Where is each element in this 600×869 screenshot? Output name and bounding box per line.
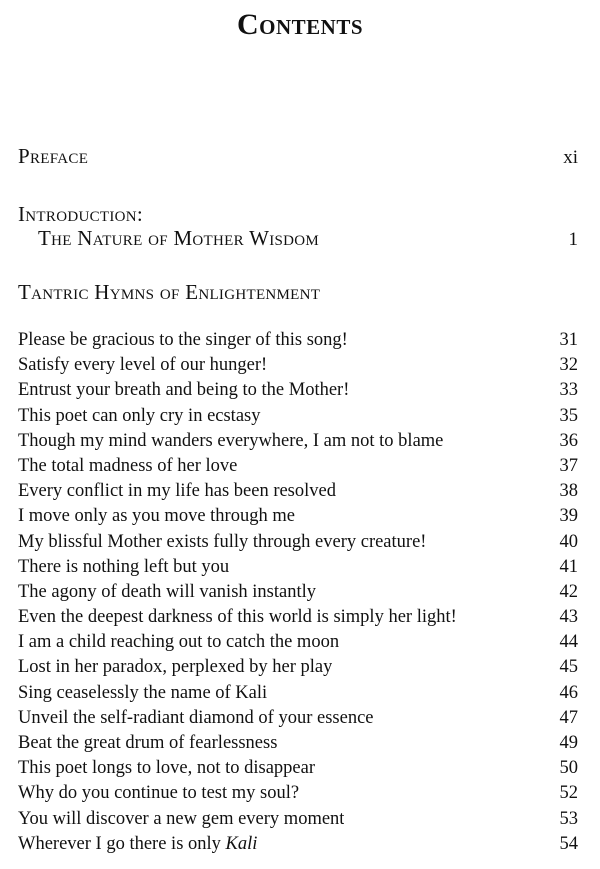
poem-title bbox=[18, 706, 374, 731]
poem-title-text: Why do you continue to test my soul? bbox=[18, 783, 300, 804]
poem-title bbox=[18, 328, 348, 353]
poem-title-text: The agony of death will vanish instantly bbox=[18, 581, 316, 602]
poem-title bbox=[18, 504, 295, 529]
poem-title-text: Entrust your breath and being to the Mother! bbox=[18, 380, 350, 401]
poem-title-text: I move only as you move through me bbox=[18, 506, 295, 527]
toc-poem-entry[interactable] bbox=[18, 655, 578, 680]
poem-page-number: 50 bbox=[559, 758, 578, 779]
poem-title bbox=[18, 781, 299, 806]
toc-poem-entry[interactable] bbox=[18, 731, 578, 756]
poem-title bbox=[18, 605, 457, 630]
toc-poem-entry[interactable] bbox=[18, 429, 578, 454]
toc-poem-entry[interactable] bbox=[18, 454, 578, 479]
poem-title-text: Though my mind wanders everywhere, I am not to blame bbox=[18, 430, 444, 451]
toc-poem-entry[interactable] bbox=[18, 504, 578, 529]
toc-poem-entry[interactable] bbox=[18, 479, 578, 504]
poem-title bbox=[18, 530, 426, 555]
toc-poem-entry[interactable] bbox=[18, 756, 578, 781]
toc-poem-entry[interactable] bbox=[18, 807, 578, 832]
poem-title-text: Wherever I go there is only bbox=[18, 833, 226, 854]
toc-poem-entry[interactable] bbox=[18, 781, 578, 806]
poem-title-text: There is nothing left but you bbox=[18, 556, 230, 577]
poem-page-number: 53 bbox=[559, 808, 578, 829]
poem-title bbox=[18, 807, 344, 832]
toc-poem-entry[interactable] bbox=[18, 353, 578, 378]
toc-poem-entry[interactable] bbox=[18, 404, 578, 429]
poem-title-text: Unveil the self-radiant diamond of your essence bbox=[18, 707, 374, 728]
toc-poem-entry[interactable] bbox=[18, 555, 578, 580]
poem-title-italic: Kali bbox=[225, 833, 258, 854]
poem-title bbox=[18, 655, 332, 680]
poem-title-text: This poet longs to love, not to disappear bbox=[18, 758, 315, 779]
toc-poem-entry[interactable] bbox=[18, 681, 578, 706]
poem-page-number: 31 bbox=[559, 330, 578, 350]
toc-entry-page: 1 bbox=[568, 229, 578, 250]
poem-title-text: Please be gracious to the singer of this song! bbox=[18, 330, 348, 350]
poem-title-text: Lost in her paradox, perplexed by her play bbox=[18, 657, 333, 678]
toc-poem-entry[interactable] bbox=[18, 378, 578, 403]
poem-title bbox=[18, 731, 277, 756]
toc-entry-introduction[interactable] bbox=[38, 226, 578, 251]
poem-title bbox=[18, 353, 267, 378]
poem-title bbox=[18, 832, 257, 857]
toc-poem-entry[interactable] bbox=[18, 706, 578, 731]
poem-page-number: 54 bbox=[559, 833, 578, 854]
poem-title-text: Every conflict in my life has been resolved bbox=[18, 481, 336, 502]
toc-poem-entry[interactable] bbox=[18, 832, 578, 857]
poem-title-text: You will discover a new gem every moment bbox=[18, 808, 345, 829]
page-title: Contents bbox=[236, 8, 364, 41]
poem-page-number: 39 bbox=[559, 506, 578, 527]
toc-entry-preface[interactable] bbox=[18, 144, 578, 169]
poem-page-number: 35 bbox=[559, 405, 578, 426]
poem-title bbox=[18, 404, 261, 429]
poem-title-text: Even the deepest darkness of this world is simply her light! bbox=[18, 607, 457, 628]
poem-page-number: 32 bbox=[559, 355, 578, 376]
poem-title bbox=[18, 479, 336, 504]
poem-list bbox=[18, 328, 578, 857]
poem-page-number: 33 bbox=[559, 380, 578, 401]
poem-title bbox=[18, 429, 443, 454]
poem-page-number: 45 bbox=[559, 657, 578, 678]
poem-page-number: 38 bbox=[559, 481, 578, 502]
poem-title bbox=[18, 555, 229, 580]
toc-entry-introduction-label[interactable]: Introduction: bbox=[18, 202, 144, 226]
poem-page-number: 42 bbox=[559, 581, 578, 602]
poem-title-text: Beat the great drum of fearlessness bbox=[18, 733, 278, 753]
poem-page-number: 52 bbox=[559, 783, 578, 804]
poem-title-text: This poet can only cry in ecstasy bbox=[18, 405, 261, 426]
toc-entry-subtitle: The Nature of Mother Wisdom bbox=[38, 226, 320, 250]
toc-poem-entry[interactable] bbox=[18, 328, 578, 353]
poem-title bbox=[18, 454, 237, 479]
toc-poem-entry[interactable] bbox=[18, 630, 578, 655]
poem-title bbox=[18, 580, 316, 605]
poem-page-number: 41 bbox=[559, 556, 578, 577]
poem-page-number: 36 bbox=[559, 430, 578, 451]
poem-page-number: 49 bbox=[559, 733, 578, 753]
toc-poem-entry[interactable] bbox=[18, 605, 578, 630]
poem-title-text: My blissful Mother exists fully through every creature! bbox=[18, 531, 427, 552]
poem-page-number: 43 bbox=[559, 607, 578, 628]
poem-title-text: Sing ceaselessly the name of Kali bbox=[18, 682, 268, 703]
poem-page-number: 44 bbox=[559, 632, 578, 653]
poem-page-number: 46 bbox=[559, 682, 578, 703]
poem-title bbox=[18, 630, 339, 655]
poem-page-number: 37 bbox=[559, 455, 578, 476]
toc-poem-entry[interactable] bbox=[18, 530, 578, 555]
section-heading: Tantric Hymns of Enlightenment bbox=[18, 280, 321, 304]
poem-title bbox=[18, 378, 349, 403]
toc-entry-page: xi bbox=[563, 147, 578, 168]
poem-title bbox=[18, 681, 267, 706]
poem-title bbox=[18, 756, 315, 781]
poem-title-text: I am a child reaching out to catch the moon bbox=[18, 632, 340, 653]
poem-title-text: The total madness of her love bbox=[18, 455, 238, 476]
poem-page-number: 47 bbox=[559, 707, 578, 728]
poem-page-number: 40 bbox=[559, 531, 578, 552]
poem-title-text: Satisfy every level of our hunger! bbox=[18, 355, 268, 376]
toc-poem-entry[interactable] bbox=[18, 580, 578, 605]
toc-entry-label: Preface bbox=[18, 144, 89, 168]
